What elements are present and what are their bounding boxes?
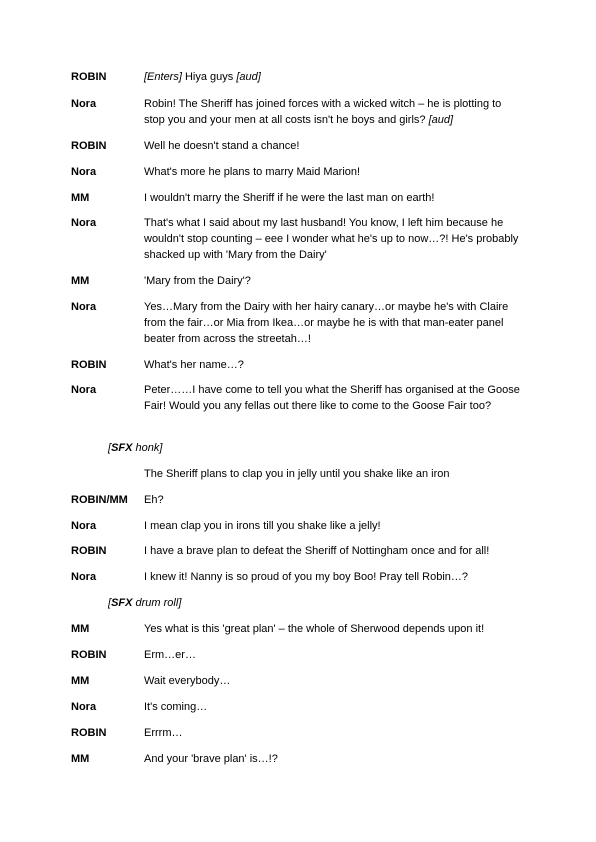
speaker-name: ROBIN <box>71 545 107 557</box>
sfx-cue: [SFX drum roll] <box>108 597 182 609</box>
speaker-name: Nora <box>71 384 97 396</box>
speaker-name: Nora <box>71 301 97 313</box>
dialogue-text: Wait everybody… <box>144 675 231 687</box>
stage-direction: [aud] <box>428 114 454 126</box>
speaker-name: MM <box>71 623 90 635</box>
speaker-name: ROBIN <box>71 140 107 152</box>
speaker-name: ROBIN/MM <box>71 494 128 506</box>
speaker-name: ROBIN <box>71 359 107 371</box>
speaker-name: Nora <box>71 98 97 110</box>
dialogue-text: [Enters] Hiya guys [aud] <box>144 71 261 83</box>
dialogue-text: I wouldn't marry the Sheriff if he were the last man on earth! <box>144 192 435 204</box>
speaker-name: ROBIN <box>71 71 107 83</box>
sfx-cue: [SFX honk] <box>108 442 163 454</box>
dialogue-text: What's more he plans to marry Maid Marion! <box>144 166 361 178</box>
stage-direction: [aud] <box>236 71 261 83</box>
speaker-name: MM <box>71 192 90 204</box>
speaker-name: Nora <box>71 520 97 532</box>
speaker-name: Nora <box>71 166 97 178</box>
speaker-name: MM <box>71 675 90 687</box>
speaker-name: ROBIN <box>71 649 107 661</box>
dialogue-text: I knew it! Nanny is so proud of you my boy Boo! Pray tell Robin…? <box>144 571 469 583</box>
dialogue-text: I have a brave plan to defeat the Sheriff of Nottingham once and for all! <box>144 545 490 557</box>
dialogue-text: Erm…er… <box>144 649 196 661</box>
dialogue-text: That's what I said about my last husband! You know, I left him because he wouldn't stop counting – eee I wonder what he's up to now…?! He's probably shacked up with 'Mary from the Dairy' <box>144 217 519 261</box>
dialogue-text: Robin! The Sheriff has joined forces with a wicked witch – he is plotting to stop you and your men at all costs isn't he boys and girls? [aud] <box>144 98 502 126</box>
speaker-name: ROBIN <box>71 727 107 739</box>
speaker-name: Nora <box>71 571 97 583</box>
dialogue-text: Peter……I have come to tell you what the Sheriff has organised at the Goose Fair! Would you any fellas out there like to come to the Goose Fair too? <box>144 384 520 412</box>
speaker-name: MM <box>71 275 90 287</box>
speaker-name: Nora <box>71 701 97 713</box>
dialogue-text: Well he doesn't stand a chance! <box>144 140 300 152</box>
dialogue-text: The Sheriff plans to clap you in jelly until you shake like an iron <box>144 468 450 480</box>
dialogue-text: Yes…Mary from the Dairy with her hairy canary…or maybe he's with Claire from the fair…or Mia from Ikea…or maybe he is with that man-eater panel beater from across the streetah…! <box>144 301 509 345</box>
dialogue-text: And your 'brave plan' is…!? <box>144 753 278 765</box>
dialogue-text: 'Mary from the Dairy'? <box>144 275 251 287</box>
speaker-name: Nora <box>71 217 97 229</box>
dialogue-text: Eh? <box>144 494 164 506</box>
dialogue-text: Errrm… <box>144 727 183 739</box>
dialogue-text: It's coming… <box>144 701 208 713</box>
speaker-name: MM <box>71 753 90 765</box>
dialogue-text: What's her name…? <box>144 359 244 371</box>
dialogue-text: I mean clap you in irons till you shake like a jelly! <box>144 520 381 532</box>
dialogue-text: Yes what is this 'great plan' – the whole of Sherwood depends upon it! <box>144 623 485 635</box>
stage-direction: [Enters] <box>144 71 182 83</box>
